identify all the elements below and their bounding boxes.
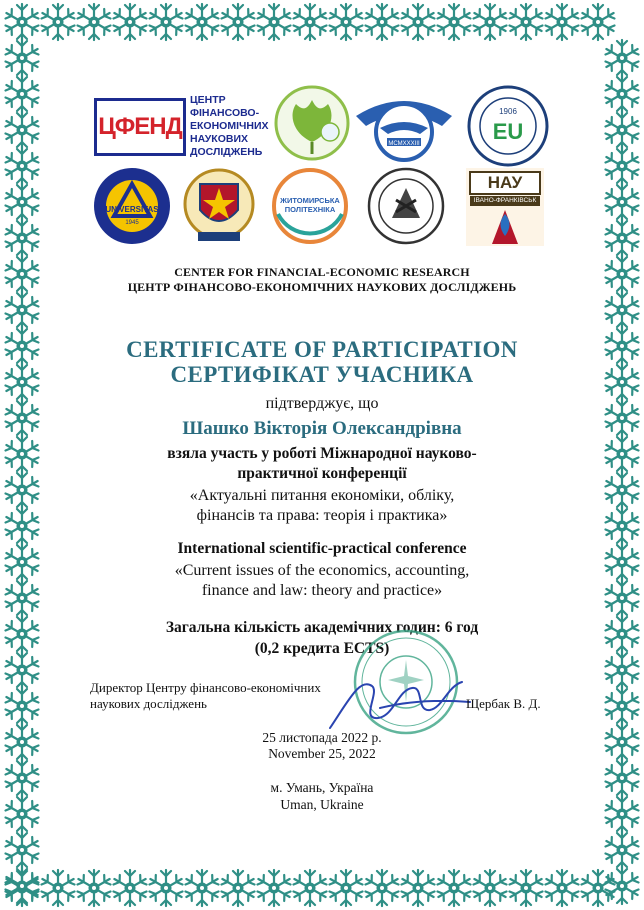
director-signature: [320, 668, 480, 738]
snowflake-ornament: [582, 4, 615, 40]
snowflake-ornament: [330, 870, 363, 906]
participant-name: [0, 418, 644, 440]
participation-line: взяла участь у роботі Міжнародної науково-: [167, 445, 477, 462]
snowflake-ornament: [606, 832, 639, 868]
center-name-en: CENTER FOR FINANCIAL-ECONOMIC RESEARCH: [174, 265, 470, 279]
universitas-word: UNIVERSITAS: [105, 205, 159, 214]
conference-title-en-line: «Current issues of the economics, accounting,: [174, 562, 470, 579]
snowflake-ornament: [606, 220, 639, 256]
conference-title-en-line: finance and law: theory and practice»: [201, 582, 443, 599]
center-name-uk: ЦЕНТР ФІНАНСОВО-ЕКОНОМІЧНИХ НАУКОВИХ ДОСЛІДЖЕНЬ: [127, 280, 517, 294]
cfend-text-line: ЦЕНТР: [190, 94, 226, 106]
snowflake-ornament: [6, 76, 39, 112]
issue-date: [0, 730, 644, 762]
zhytomyr-line2: ПОЛІТЕХНІКА: [284, 205, 336, 214]
snowflake-ornament: [6, 220, 39, 256]
snowflake-ornament: [150, 4, 183, 40]
snowflake-ornament: [42, 4, 75, 40]
snowflake-ornament: [6, 184, 39, 220]
aviation-university-logo: [354, 86, 454, 166]
snowflake-ornament: [114, 4, 147, 40]
snowflake-ornament: [402, 870, 435, 906]
zhytomyr-polytechnic-logo: [270, 166, 350, 246]
conference-title-line: «Актуальні питання економіки, обліку,: [189, 487, 455, 504]
snowflake-ornament: [186, 4, 219, 40]
director-position-line: наукових досліджень: [90, 696, 207, 711]
ivano-mark: НАУ: [487, 173, 523, 192]
engraved-seal-logo: [366, 166, 446, 246]
snowflake-ornament: [438, 4, 471, 40]
cfend-text-line: ЕКОНОМІЧНИХ: [190, 120, 269, 132]
conference-title-line: фінансів та права: теорія і практика»: [196, 507, 448, 524]
date-uk: 25 листопада 2022 р.: [262, 730, 382, 745]
snowflake-ornament: [258, 870, 291, 906]
snowflake-ornament: [6, 4, 39, 40]
snowflake-ornament: [606, 76, 639, 112]
organizer-header: [0, 265, 644, 295]
snowflake-ornament: [222, 4, 255, 40]
eu-year: 1906: [499, 107, 517, 116]
conference-title-uk: [0, 486, 644, 526]
academic-hours: [0, 617, 644, 659]
snowflake-ornament: [6, 112, 39, 148]
title-uk: СЕРТИФІКАТ УЧАСНИКА: [170, 362, 474, 387]
snowflake-ornament: [6, 148, 39, 184]
cfend-mark: ЦФЕНД: [98, 113, 182, 140]
cfend-text-line: ФІНАНСОВО-: [190, 107, 260, 119]
confirms-label: підтверджує, що: [265, 395, 379, 412]
conference-label-text: International scientific-practical conference: [177, 540, 467, 557]
snowflake-ornament: [42, 870, 75, 906]
confirms-text: [0, 395, 644, 413]
universitas-logo: [92, 166, 172, 246]
eu-mark: EU: [492, 119, 524, 144]
snowflake-ornament: [606, 148, 639, 184]
snowflake-ornament: [546, 4, 579, 40]
snowflake-ornament: [78, 4, 111, 40]
university-crest-logo: [180, 166, 258, 246]
cfend-text-line: НАУКОВИХ: [190, 133, 249, 145]
snowflake-ornament: [606, 112, 639, 148]
aviation-year: MCMXXXIII: [388, 141, 420, 147]
conference-title-en: [0, 561, 644, 601]
snowflake-ornament: [294, 870, 327, 906]
issue-place: [0, 779, 644, 813]
credits-text: (0,2 кредита ЕСТS): [254, 640, 390, 657]
snowflake-ornament: [582, 870, 615, 906]
snowflake-ornament: [6, 40, 39, 76]
snowflake-ornament: [606, 688, 639, 724]
title-en: CERTIFICATE OF PARTICIPATION: [126, 337, 518, 362]
snowflake-ornament: [402, 4, 435, 40]
signer-name-text: Щербак В. Д.: [466, 696, 541, 711]
snowflake-ornament: [606, 292, 639, 328]
snowflake-ornament: [78, 870, 111, 906]
ivano-word: ІВАНО-ФРАНКІВСЬК: [473, 197, 537, 204]
participant-name-text: Шашко Вікторія Олександрівна: [182, 418, 462, 439]
snowflake-ornament: [606, 184, 639, 220]
participation-line: практичної конференції: [237, 465, 407, 482]
certificate-title: [0, 337, 644, 387]
place-en: Uman, Ukraine: [280, 797, 364, 812]
ginkgo-leaf-logo: [272, 82, 352, 164]
snowflake-ornament: [510, 4, 543, 40]
snowflake-ornament: [330, 4, 363, 40]
director-position: [90, 680, 321, 712]
director-position-line: Директор Центру фінансово-економічних: [90, 680, 321, 695]
snowflake-ornament: [258, 4, 291, 40]
snowflake-ornament: [366, 4, 399, 40]
date-en: November 25, 2022: [268, 746, 376, 761]
participation-statement: [0, 444, 644, 484]
cfend-text-line: ДОСЛІДЖЕНЬ: [190, 146, 263, 158]
snowflake-ornament: [438, 870, 471, 906]
snowflake-ornament: [606, 868, 639, 904]
universitas-year: 1945: [125, 220, 139, 226]
snowflake-ornament: [294, 4, 327, 40]
conference-label-en: [0, 540, 644, 558]
snowflake-ornament: [474, 870, 507, 906]
signer-name: [466, 696, 541, 712]
eu-1906-logo: [466, 84, 550, 168]
snowflake-ornament: [366, 870, 399, 906]
snowflake-ornament: [222, 870, 255, 906]
snowflake-ornament: [606, 40, 639, 76]
snowflake-ornament: [6, 688, 39, 724]
hours-text: Загальна кількість академічних годин: 6 год: [165, 619, 479, 636]
snowflake-ornament: [6, 292, 39, 328]
snowflake-ornament: [186, 870, 219, 906]
place-uk: м. Умань, Україна: [270, 780, 374, 795]
cfend-logo: [94, 92, 269, 164]
snowflake-ornament: [6, 868, 39, 904]
zhytomyr-line1: ЖИТОМИРСЬКА: [280, 196, 340, 205]
snowflake-ornament: [114, 870, 147, 906]
snowflake-ornament: [546, 870, 579, 906]
snowflake-ornament: [150, 870, 183, 906]
snowflake-ornament: [510, 870, 543, 906]
snowflake-ornament: [6, 832, 39, 868]
ivano-frankivsk-logo: [462, 164, 548, 248]
snowflake-ornament: [474, 4, 507, 40]
